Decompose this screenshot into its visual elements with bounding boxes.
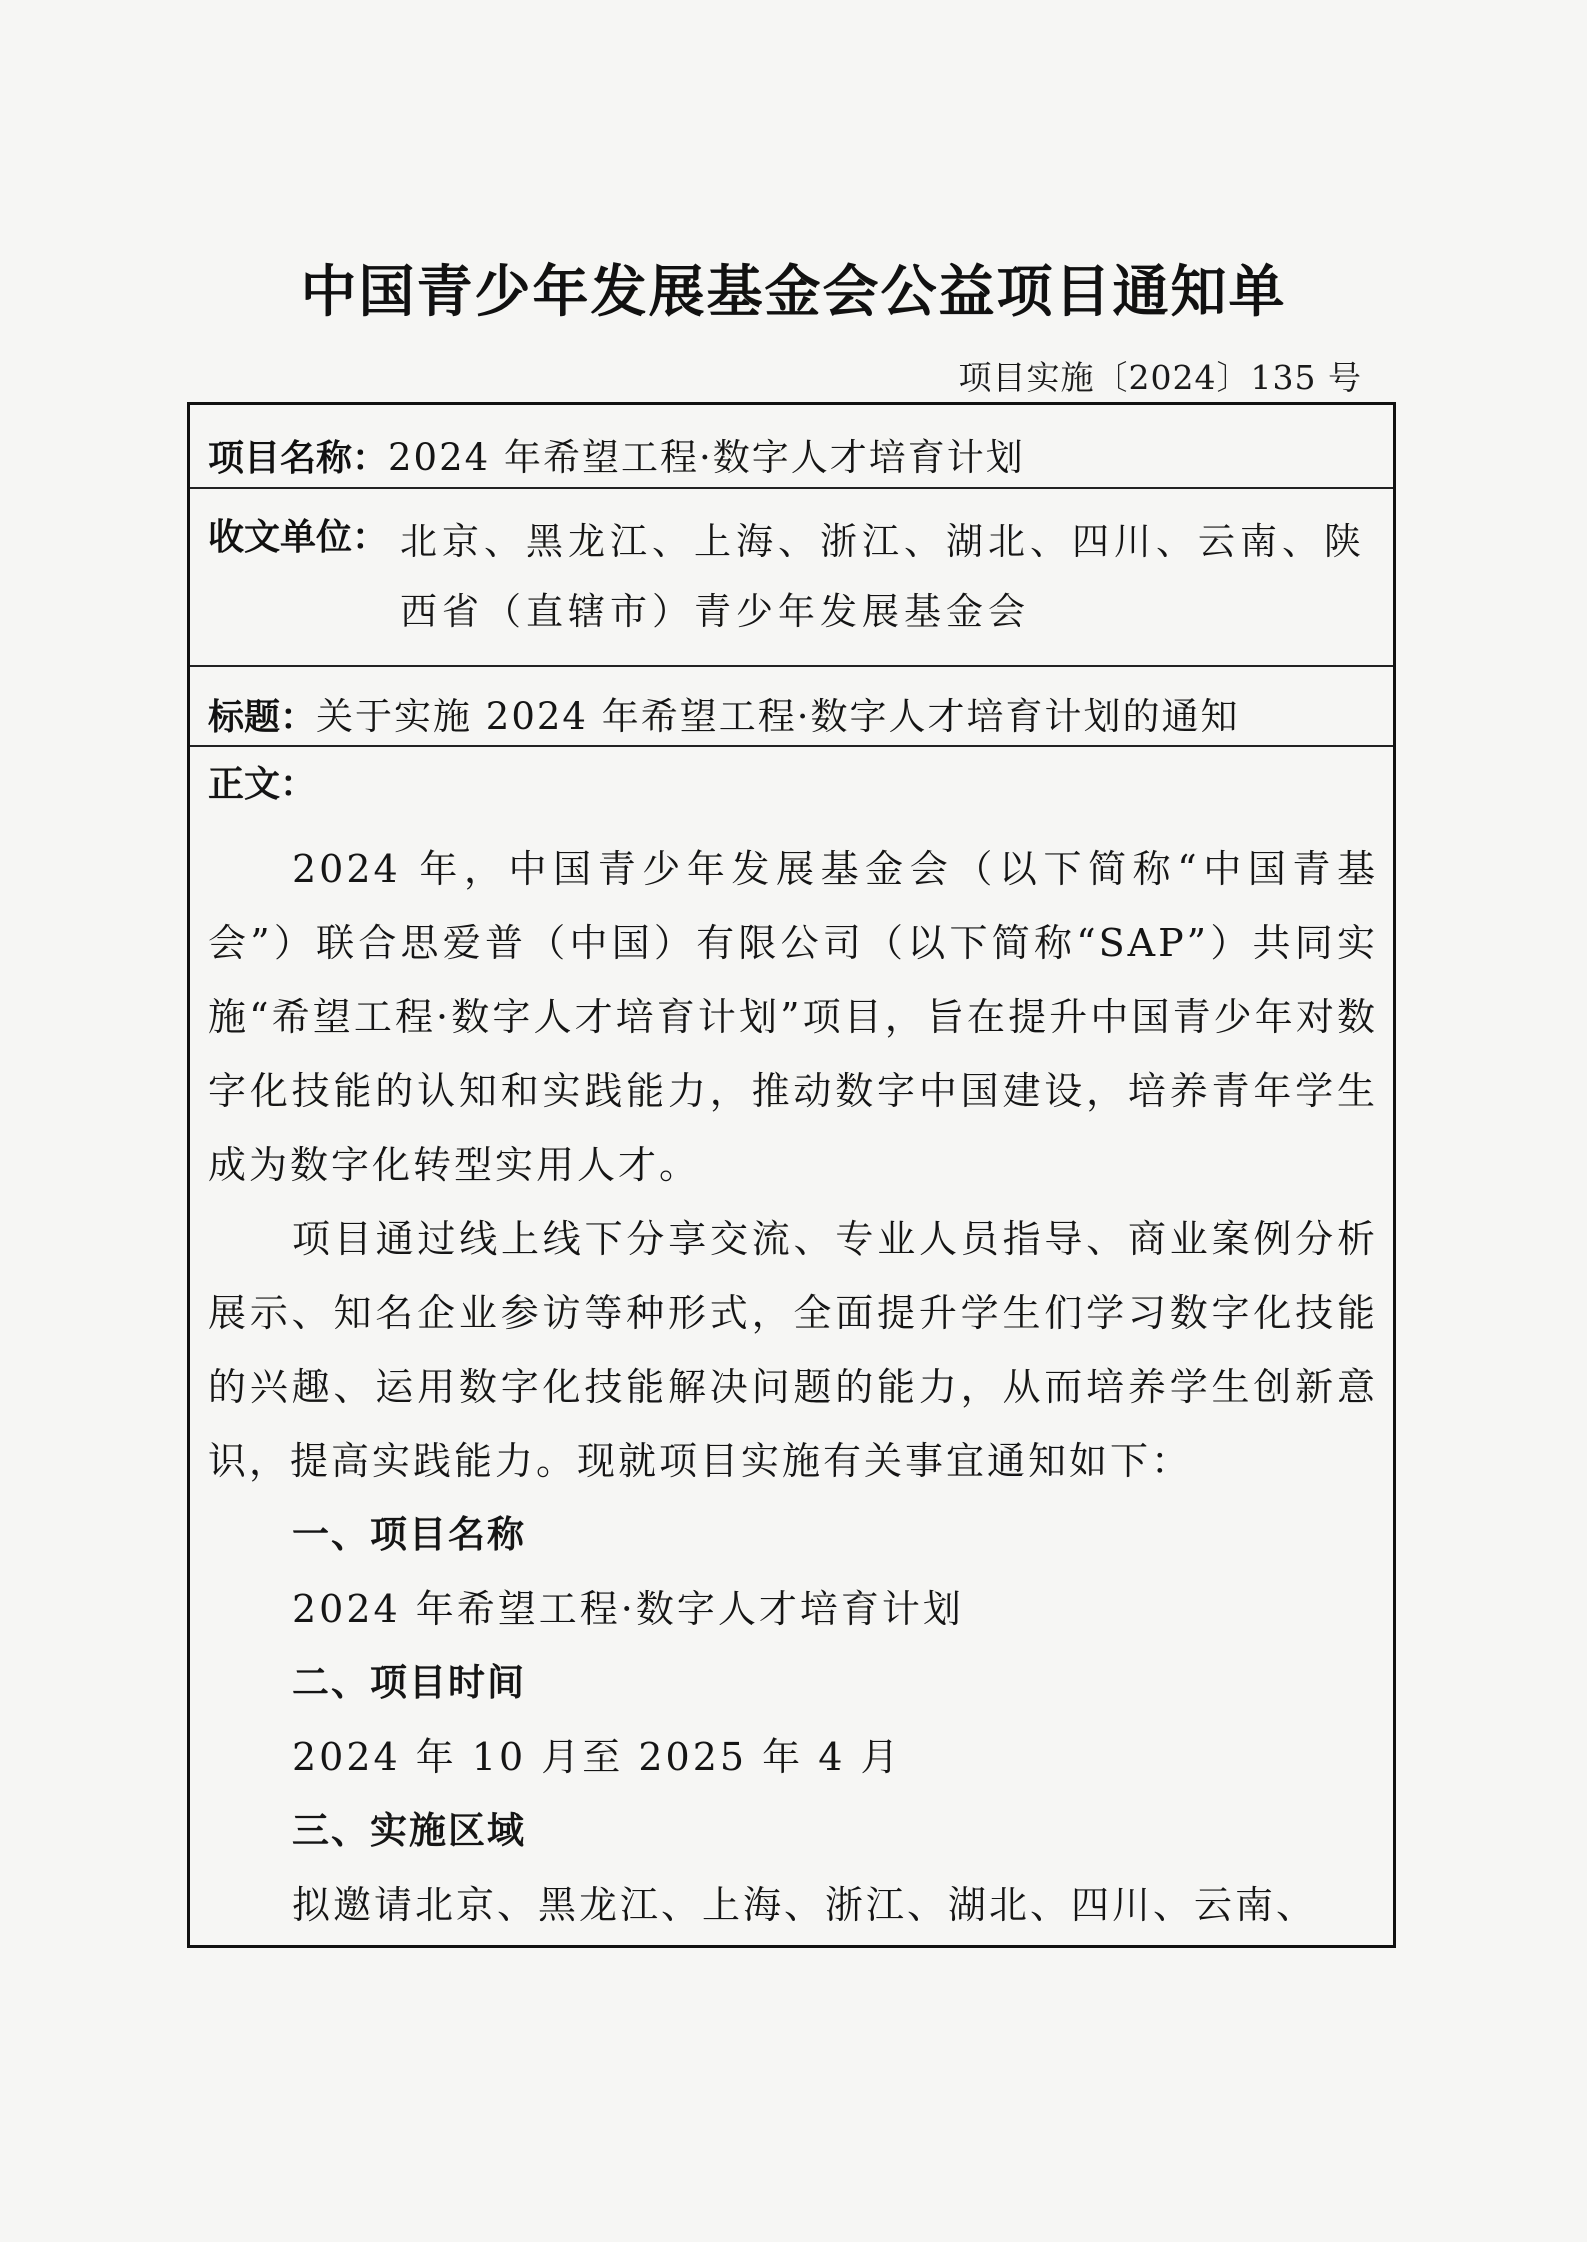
section-heading-1: 一、项目名称 xyxy=(292,1513,526,1556)
recipient-row xyxy=(190,487,1393,667)
recipient-label: 收文单位： xyxy=(208,517,389,558)
body-paragraph-2: 项目通过线上线下分享交流、专业人员指导、商业案例分析展示、知名企业参访等种形式，全面提升学生们学习数字化技能的兴趣、运用数字化技能解决问题的能力，从而培养学生创新意识，提高实践能力。现就项目实施有关事宜通知如下： xyxy=(208,1217,1378,1483)
section-heading-3: 三、实施区域 xyxy=(292,1809,526,1852)
subject-value: 关于实施 2024 年希望工程·数字人才培育计划的通知 xyxy=(316,695,1240,738)
recipient-value: 北京、黑龙江、上海、浙江、湖北、四川、云南、陕西省（直辖市）青少年发展基金会 xyxy=(400,520,1366,633)
body-section xyxy=(208,760,1378,1942)
body-paragraph-1: 2024 年，中国青少年发展基金会（以下简称“中国青基会”）联合思爱普（中国）有限公司（以下简称“SAP”）共同实施“希望工程·数字人才培育计划”项目，旨在提升中国青少年对数字化技能的认知和实践能力，推动数字中国建设，培养青年学生成为数字化转型实用人才。 xyxy=(208,847,1378,1187)
page-title: 中国青少年发展基金会公益项目通知单 xyxy=(300,260,1287,325)
section-text-2: 2024 年 10 月至 2025 年 4 月 xyxy=(292,1735,902,1779)
section-heading-2: 二、项目时间 xyxy=(292,1661,526,1704)
section-text-3: 拟邀请北京、黑龙江、上海、浙江、湖北、四川、云南、 xyxy=(292,1883,1318,1927)
project-name-label: 项目名称： xyxy=(208,438,389,479)
subject-row xyxy=(190,665,1393,747)
body-label: 正文： xyxy=(208,764,317,805)
notice-form xyxy=(187,402,1396,1948)
project-name-row xyxy=(190,405,1393,489)
document-number: 项目实施〔2024〕135 号 xyxy=(958,358,1362,397)
project-name-value: 2024 年希望工程·数字人才培育计划 xyxy=(388,436,1025,479)
subject-label: 标题： xyxy=(208,697,317,738)
section-text-1: 2024 年希望工程·数字人才培育计划 xyxy=(292,1587,964,1631)
